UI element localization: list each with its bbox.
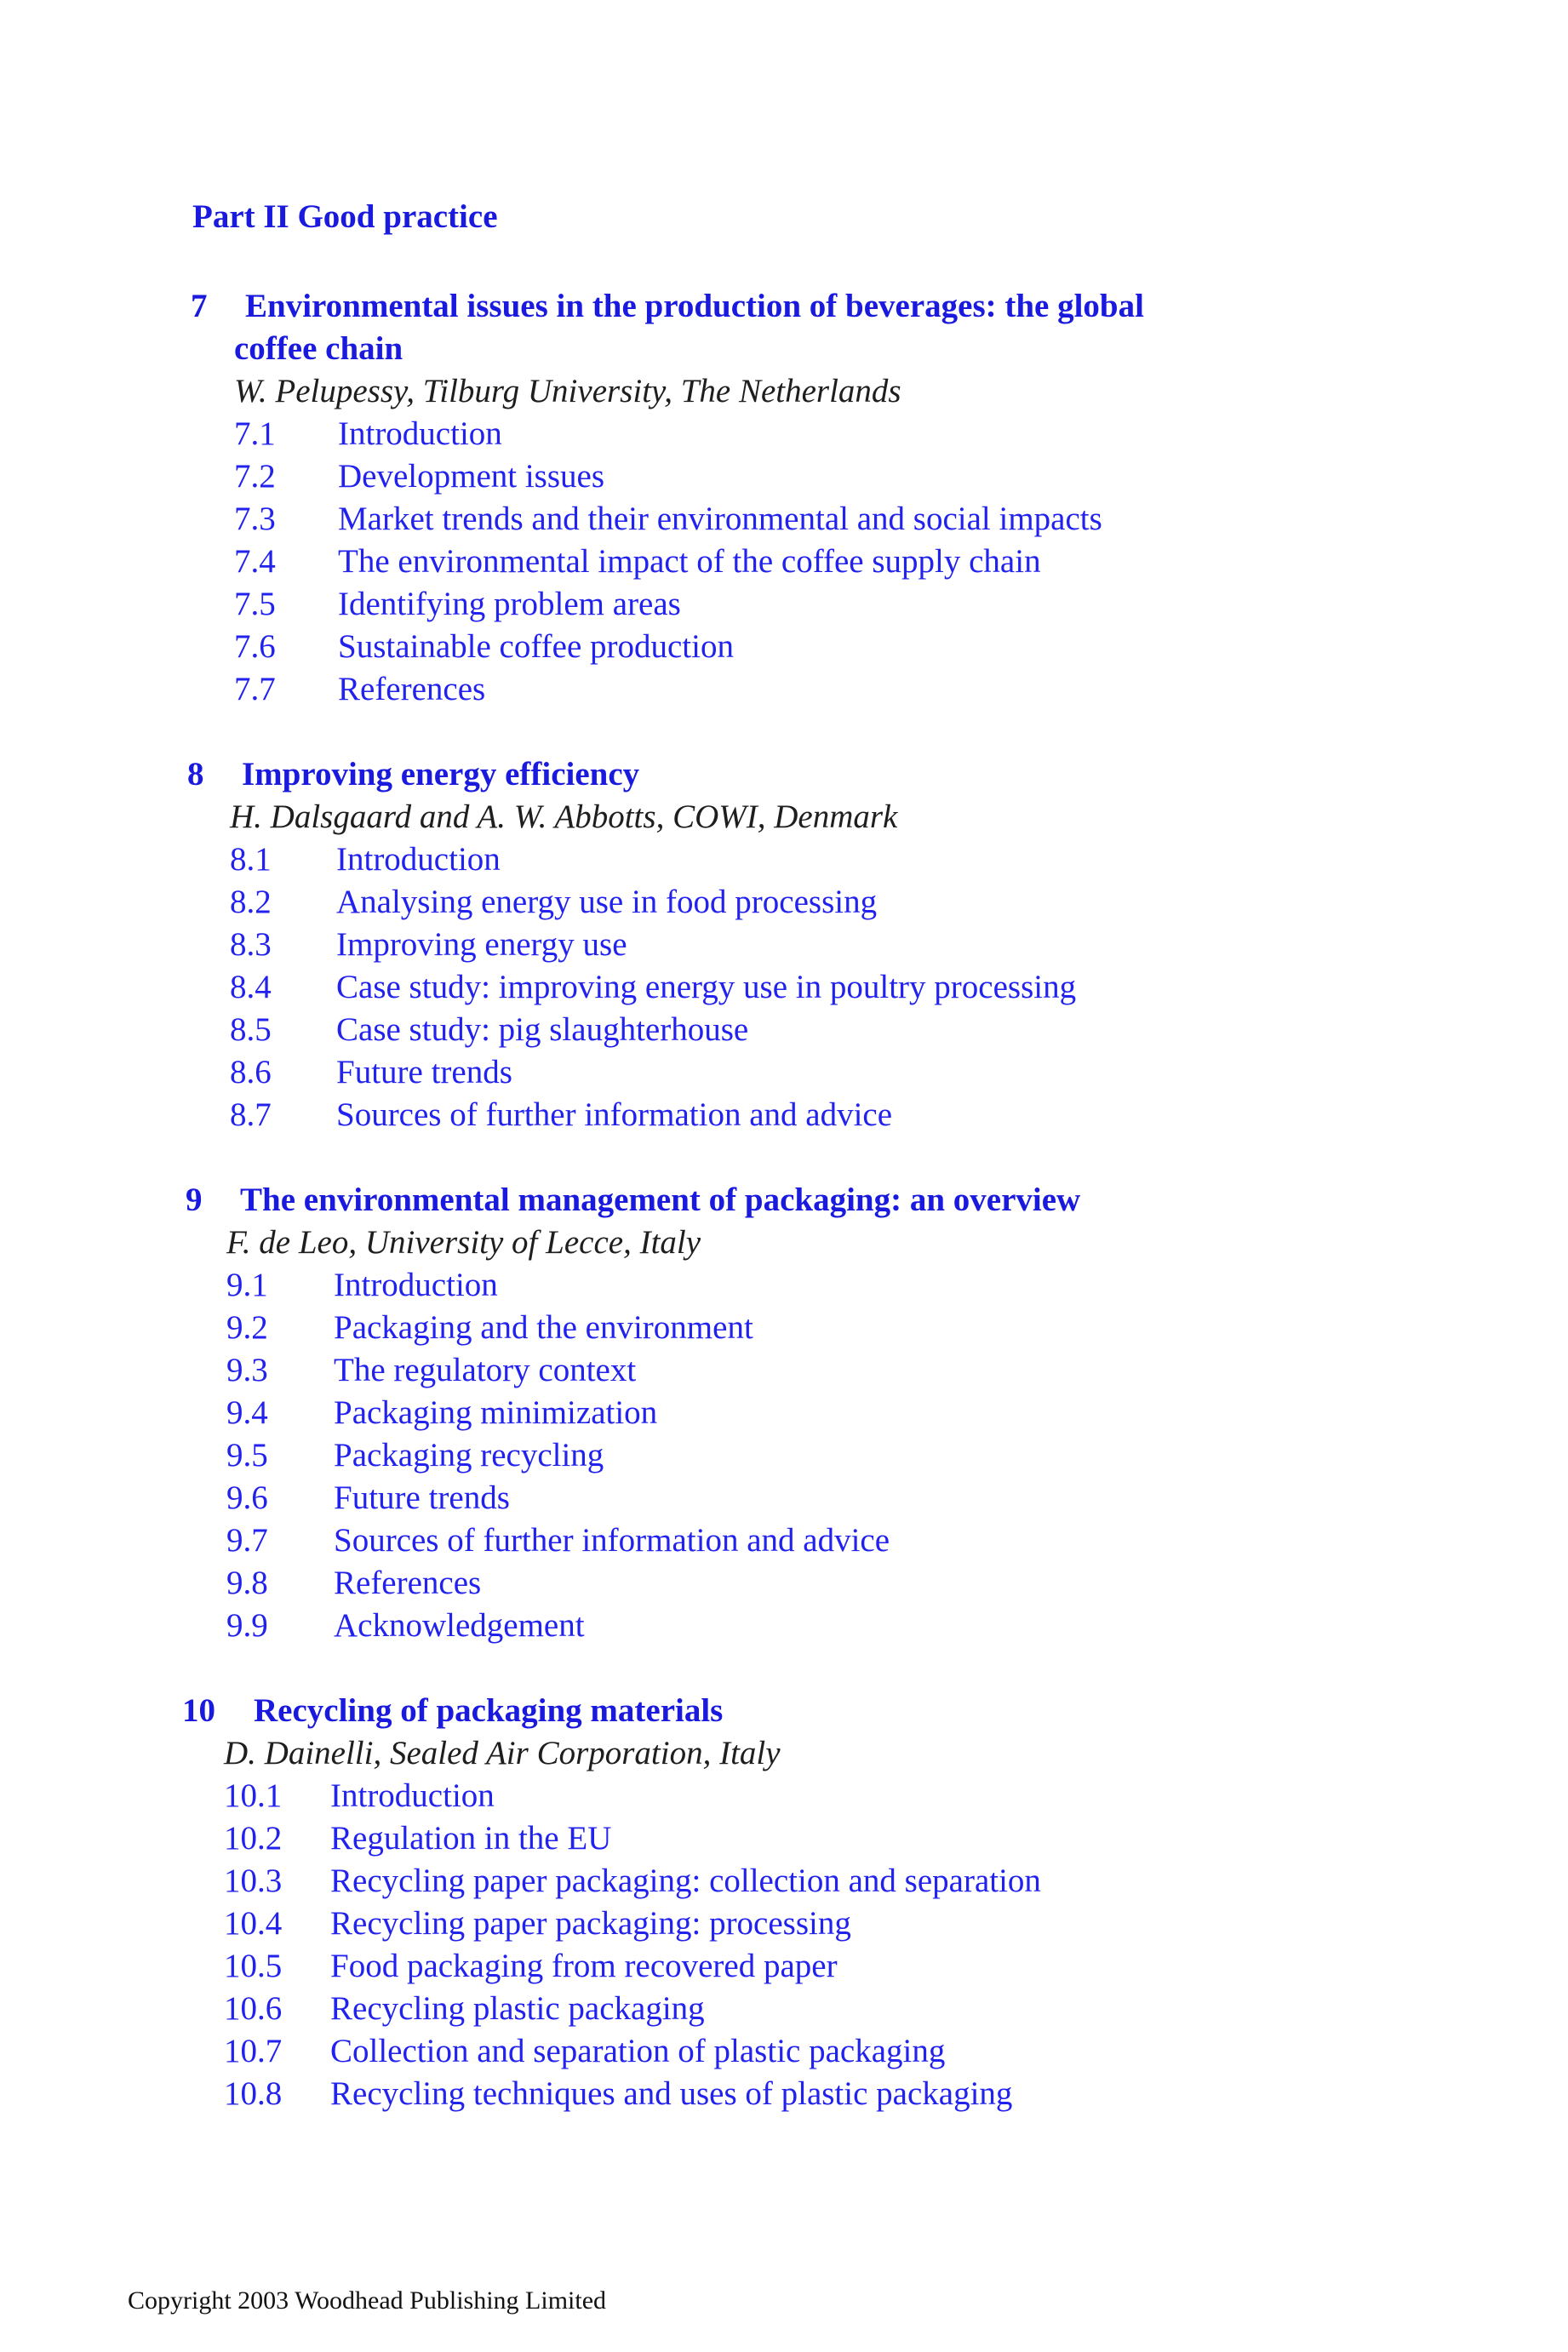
section-number: 8.3	[230, 926, 272, 963]
section-number: 9.1	[226, 1267, 268, 1303]
section-title: Recycling plastic packaging	[330, 1990, 705, 2027]
section-title: Future trends	[336, 1054, 512, 1090]
section-number: 9.3	[226, 1352, 268, 1388]
section-number: 10.4	[224, 1905, 283, 1942]
section-title: Packaging recycling	[334, 1437, 604, 1474]
chapter-author: H. Dalsgaard and A. W. Abbotts, COWI, Denmark	[230, 798, 898, 835]
section-number: 8.4	[230, 969, 272, 1005]
section-title: Case study: improving energy use in poultry processing	[336, 969, 1077, 1005]
section-number: 7.7	[234, 671, 276, 707]
section-title: Case study: pig slaughterhouse	[336, 1011, 749, 1048]
chapter-title: The environmental management of packaging: an overview	[240, 1182, 1081, 1218]
section-title: References	[338, 671, 486, 707]
section-title: Sources of further information and advice	[334, 1522, 890, 1559]
section-title: Regulation in the EU	[330, 1820, 612, 1857]
section-number: 7.1	[234, 415, 276, 452]
chapter-number: 8	[187, 756, 204, 793]
section-number: 9.8	[226, 1565, 268, 1601]
section-title: Recycling paper packaging: collection and separation	[330, 1863, 1041, 1899]
section-title: Market trends and their environmental and social impacts	[338, 501, 1102, 537]
section-title: Collection and separation of plastic packaging	[330, 2033, 946, 2069]
section-number: 9.4	[226, 1394, 268, 1431]
section-title: Food packaging from recovered paper	[330, 1948, 838, 1984]
section-number: 10.3	[224, 1863, 283, 1899]
section-title: Packaging and the environment	[334, 1309, 753, 1346]
copyright-footer: Copyright 2003 Woodhead Publishing Limited	[128, 2286, 607, 2315]
section-number: 9.9	[226, 1607, 268, 1644]
chapter-author: D. Dainelli, Sealed Air Corporation, Italy	[224, 1735, 781, 1771]
section-title: References	[334, 1565, 482, 1601]
section-title: Recycling techniques and uses of plastic packaging	[330, 2075, 1013, 2112]
section-number: 9.5	[226, 1437, 268, 1474]
section-title: Sustainable coffee production	[338, 628, 734, 665]
section-number: 9.6	[226, 1479, 268, 1516]
chapter-author: W. Pelupessy, Tilburg University, The Netherlands	[234, 373, 901, 409]
section-number: 7.3	[234, 501, 276, 537]
section-number: 8.7	[230, 1096, 272, 1133]
section-number: 10.2	[224, 1820, 283, 1857]
section-number: 9.2	[226, 1309, 268, 1346]
chapter-number: 7	[191, 288, 208, 324]
chapter-title: Recycling of packaging materials	[254, 1692, 724, 1729]
section-title: Future trends	[334, 1479, 510, 1516]
chapter-author: F. de Leo, University of Lecce, Italy	[226, 1224, 701, 1261]
section-number: 10.5	[224, 1948, 283, 1984]
chapter-number: 9	[186, 1182, 203, 1218]
section-number: 7.2	[234, 458, 276, 495]
section-title: Identifying problem areas	[338, 586, 681, 622]
section-number: 8.2	[230, 884, 272, 920]
chapter-number: 10	[182, 1692, 215, 1729]
section-title: Improving energy use	[336, 926, 627, 963]
section-number: 8.1	[230, 841, 272, 878]
part-title: Part II Good practice	[192, 198, 498, 235]
section-title: Introduction	[338, 415, 502, 452]
section-number: 7.4	[234, 543, 276, 580]
section-title: Development issues	[338, 458, 605, 495]
section-number: 10.7	[224, 2033, 283, 2069]
section-number: 10.8	[224, 2075, 283, 2112]
section-number: 7.5	[234, 586, 276, 622]
section-number: 9.7	[226, 1522, 268, 1559]
chapter-title: Improving energy efficiency	[242, 756, 640, 793]
chapter-title-continued: coffee chain	[234, 330, 403, 367]
section-title: Analysing energy use in food processing	[336, 884, 878, 920]
section-title: Recycling paper packaging: processing	[330, 1905, 851, 1942]
section-title: The environmental impact of the coffee supply chain	[338, 543, 1041, 580]
section-number: 10.1	[224, 1777, 283, 1814]
section-title: Introduction	[336, 841, 501, 878]
section-number: 8.6	[230, 1054, 272, 1090]
section-title: Packaging minimization	[334, 1394, 658, 1431]
chapter-title: Environmental issues in the production of beverages: the global	[245, 288, 1144, 324]
section-title: Sources of further information and advice	[336, 1096, 893, 1133]
section-title: Introduction	[334, 1267, 498, 1303]
section-title: The regulatory context	[334, 1352, 637, 1388]
section-number: 8.5	[230, 1011, 272, 1048]
section-number: 10.6	[224, 1990, 283, 2027]
section-title: Introduction	[330, 1777, 495, 1814]
section-number: 7.6	[234, 628, 276, 665]
section-title: Acknowledgement	[334, 1607, 585, 1644]
